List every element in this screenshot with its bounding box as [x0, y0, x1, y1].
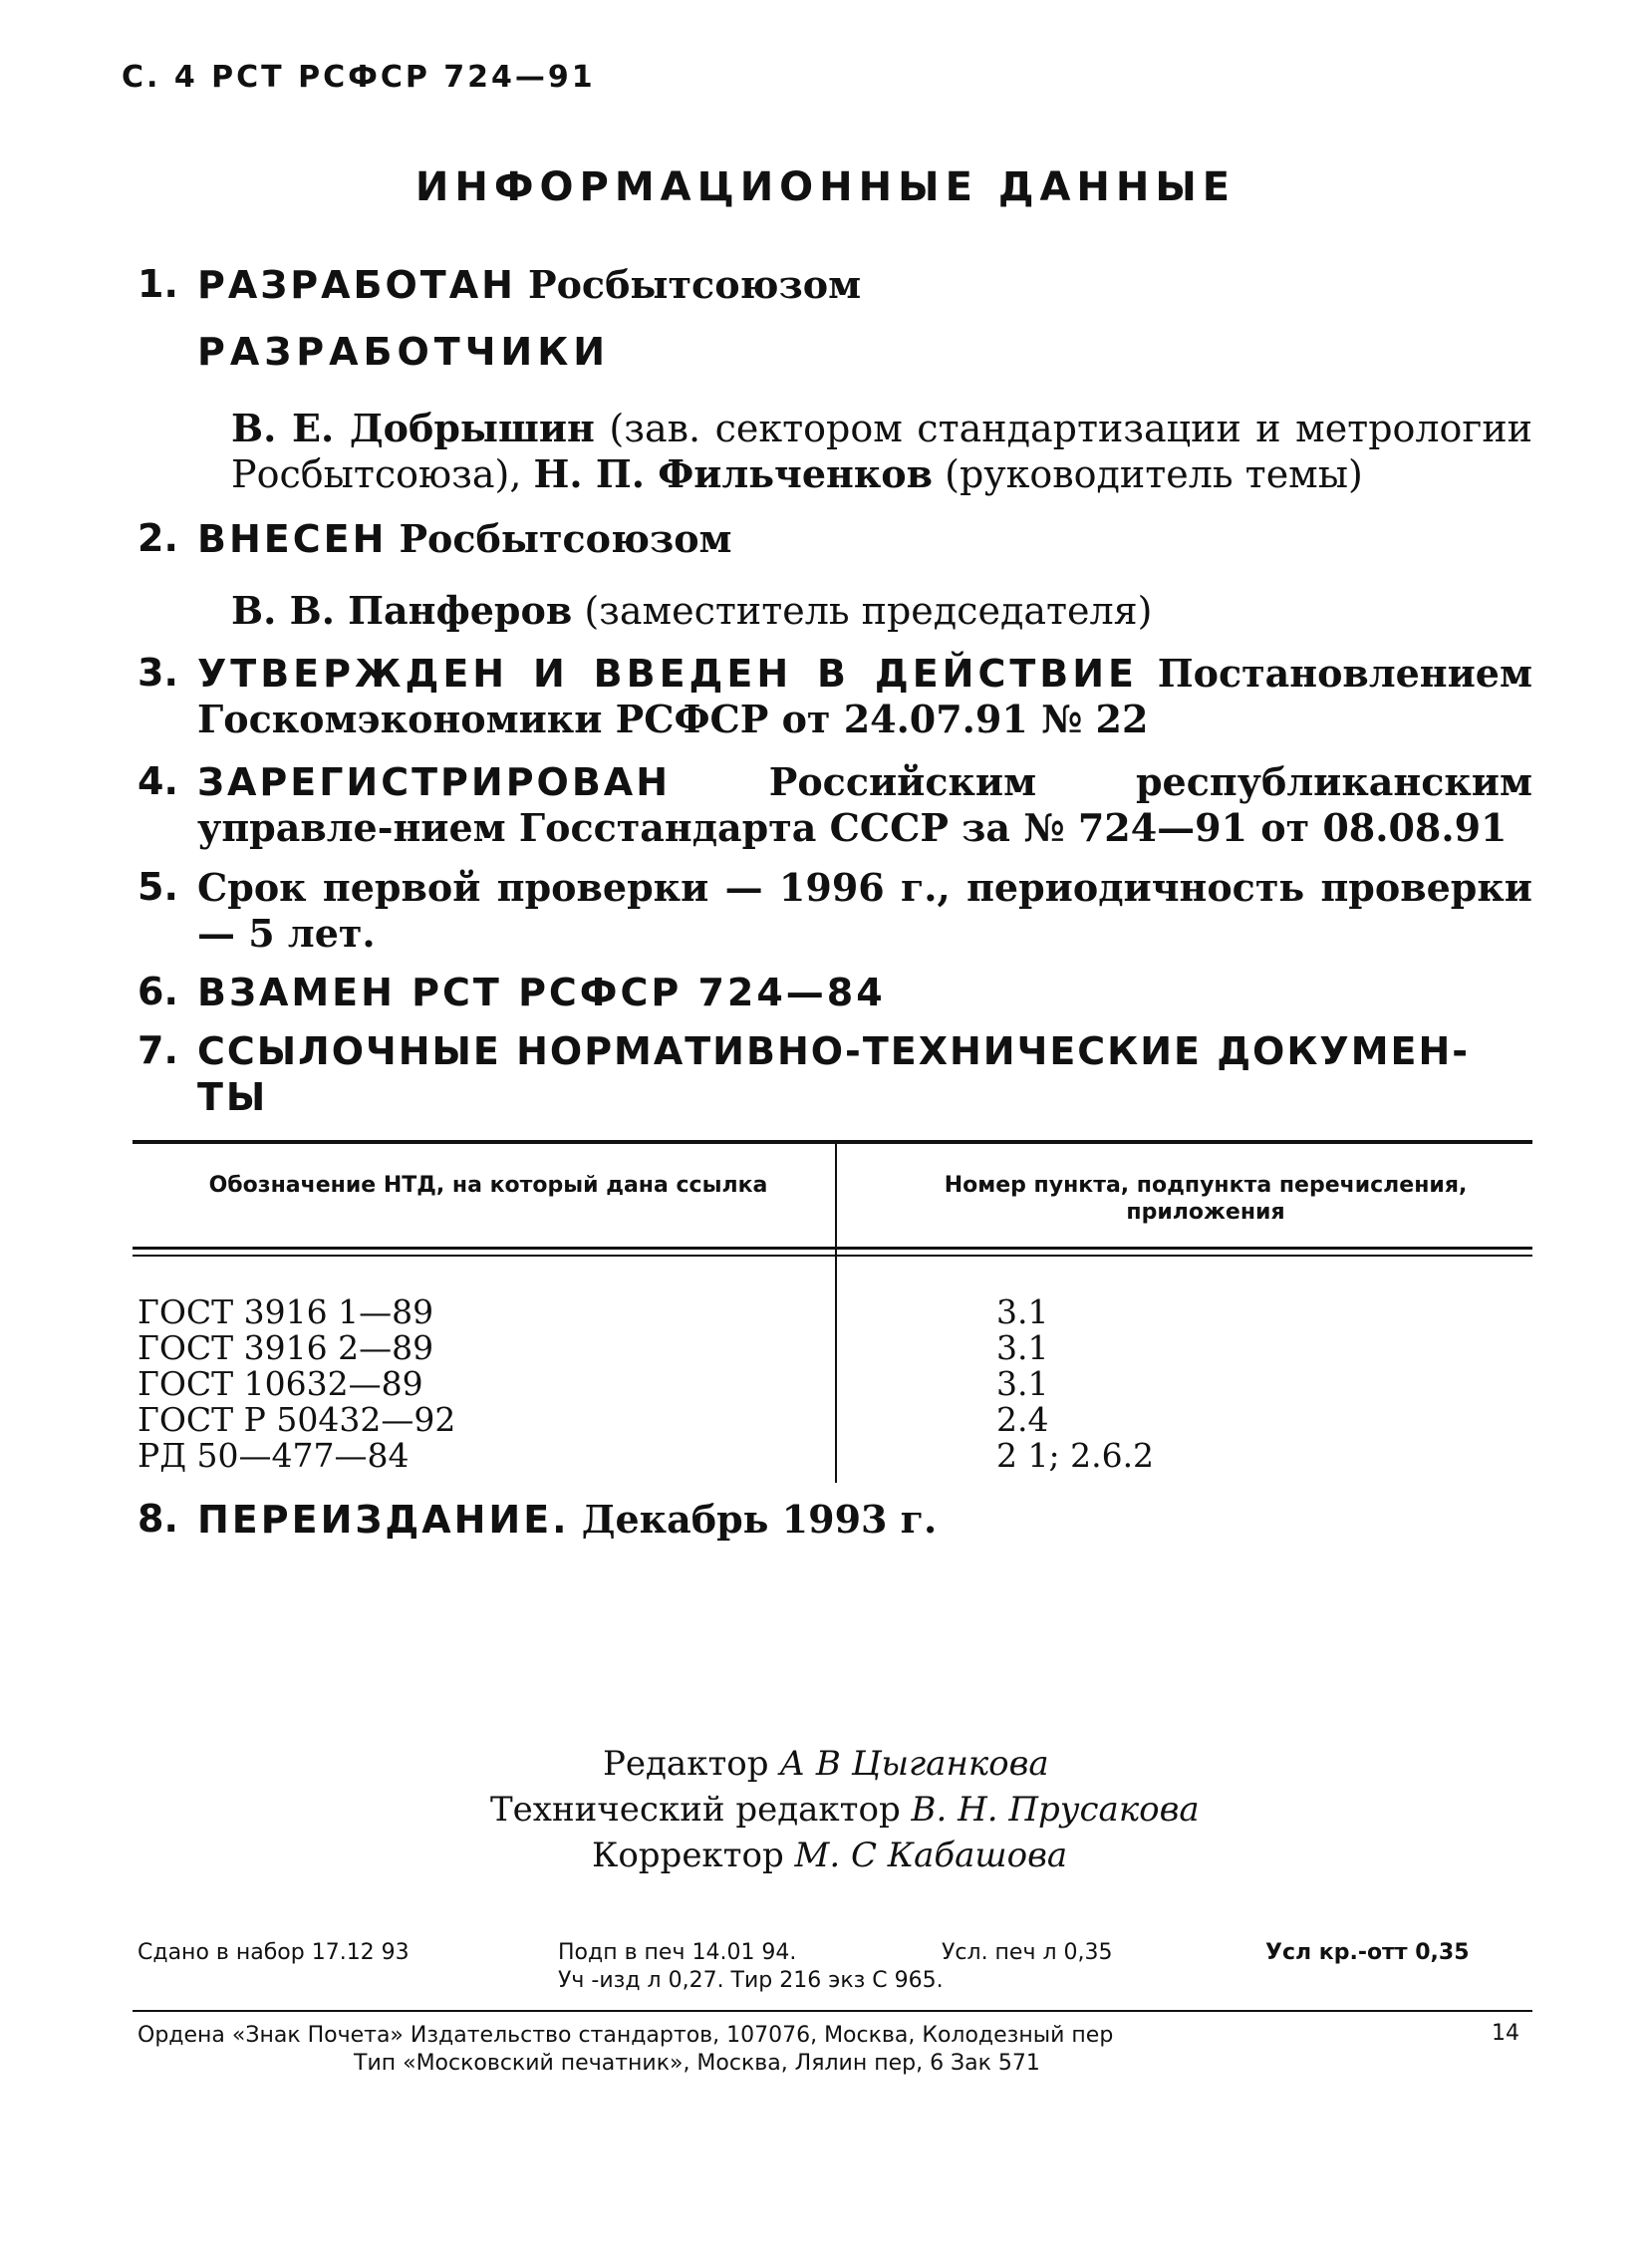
item-8: [197, 1497, 1532, 1543]
item-text: Российским республиканским управле-нием Госстандарта СССР за № 724—91 от 08.08.91: [197, 759, 1532, 850]
imprint-rule: [133, 2010, 1532, 2012]
item-4: [197, 759, 1532, 851]
item-number: 7.: [138, 1028, 178, 1072]
item-text: Росбытсоюзом: [399, 516, 732, 561]
table-cell-clause: 3.1: [996, 1364, 1049, 1403]
imprint-printer: Тип «Московский печатник», Москва, Лялин пер, 6 Зак 571: [354, 2051, 1040, 2076]
item-keyword: ПЕРЕИЗДАНИЕ.: [197, 1498, 570, 1542]
table-cell-designation: ГОСТ 3916 2—89: [138, 1328, 434, 1367]
page-title: ИНФОРМАЦИОННЫЕ ДАННЫЕ: [414, 164, 1237, 210]
developer-name: В. Е. Добрышин: [231, 406, 595, 450]
developers-text: [231, 406, 1532, 497]
credits-editor: [603, 1741, 1049, 1787]
item-7-line2: ТЫ: [197, 1075, 269, 1119]
item-text: Росбытсоюзом: [528, 262, 862, 307]
table-cell-designation: ГОСТ 10632—89: [138, 1364, 423, 1403]
developer-name: Н. П. Фильченков: [533, 451, 934, 496]
item-keyword: ЗАРЕГИСТРИРОВАН: [197, 760, 672, 804]
table-cell-clause: 2.4: [996, 1400, 1049, 1439]
developer-role: (зав. сектором стандартизации и метрологии: [609, 407, 1532, 450]
imprint-circulation: Уч -изд л 0,27. Тир 216 экз С 965.: [558, 1968, 944, 1993]
introducer-text: [231, 588, 1566, 634]
table-cell-designation: ГОСТ 3916 1—89: [138, 1292, 434, 1331]
developer-org: Росбытсоюза),: [231, 452, 522, 496]
imprint-print-runs: Усл кр.-отт 0,35: [1265, 1940, 1470, 1965]
item-keyword: ВНЕСЕН: [197, 517, 388, 561]
item-5: Срок первой проверки — 1996 г., периодичность проверки — 5 лет.: [197, 865, 1532, 956]
table-top-rule: [133, 1140, 1532, 1144]
item-number: 8.: [138, 1497, 178, 1541]
introducer-name: В. В. Панферов: [231, 588, 573, 633]
item-number: 1.: [138, 262, 178, 306]
item-text: Декабрь 1993 г.: [581, 1497, 938, 1542]
table-cell-designation: РД 50—477—84: [138, 1436, 410, 1475]
table-column-divider: [835, 1144, 837, 1483]
item-3: [197, 651, 1532, 742]
table-cell-clause: 3.1: [996, 1328, 1049, 1367]
imprint-publisher: Ордена «Знак Почета» Издательство стандартов, 107076, Москва, Колодезный пер: [138, 2023, 1114, 2048]
developer-role: (руководитель темы): [945, 452, 1363, 496]
item-1: [197, 262, 1532, 308]
imprint-sheets: Усл. печ л 0,35: [942, 1940, 1113, 1965]
item-number: 6.: [138, 970, 178, 1013]
credit-label: Корректор: [592, 1836, 784, 1875]
table-cell-clause: 3.1: [996, 1292, 1049, 1331]
item-2: [197, 516, 1532, 562]
table-header-designation: Обозначение НТД, на который дана ссылка: [208, 1173, 768, 1198]
table-header-clause: Номер пункта, подпункта перечисления, приложения: [944, 1173, 1468, 1225]
credit-name: А В Цыганкова: [779, 1744, 1049, 1784]
item-text: Постановлением Госкомэкономики РСФСР от 24.07.91 № 22: [197, 651, 1532, 741]
item-keyword: РАЗРАБОТАН: [197, 263, 516, 307]
item-number: 4.: [138, 759, 178, 803]
table-cell-designation: ГОСТ Р 50432—92: [138, 1400, 456, 1439]
imprint-typeset: Сдано в набор 17.12 93: [138, 1940, 410, 1965]
item-keyword: УТВЕРЖДЕН И ВВЕДЕН В ДЕЙСТВИЕ: [197, 652, 1138, 696]
table-header-rule: [133, 1255, 1532, 1257]
item-6: ВЗАМЕН РСТ РСФСР 724—84: [197, 971, 886, 1014]
introducer-role: (заместитель председателя): [584, 589, 1153, 633]
credits-corrector: [592, 1833, 1067, 1878]
credits-tech-editor: [490, 1787, 1200, 1833]
credit-label: Редактор: [603, 1744, 769, 1784]
item-number: 5.: [138, 865, 178, 909]
table-cell-clause: 2 1; 2.6.2: [996, 1436, 1155, 1475]
item-7-line1: ССЫЛОЧНЫЕ НОРМАТИВНО-ТЕХНИЧЕСКИЕ ДОКУМЕН-: [197, 1029, 1471, 1073]
page-header: С. 4 РСТ РСФСР 724—91: [122, 60, 596, 95]
credit-label: Технический редактор: [490, 1790, 901, 1830]
credit-name: В. Н. Прусакова: [911, 1790, 1200, 1830]
developers-heading: РАЗРАБОТЧИКИ: [197, 330, 611, 374]
item-number: 2.: [138, 516, 178, 560]
imprint-page-number: 14: [1492, 2021, 1519, 2046]
imprint-signed: Подп в печ 14.01 94.: [558, 1940, 797, 1965]
credit-name: М. С Кабашова: [794, 1836, 1068, 1875]
item-number: 3.: [138, 651, 178, 695]
table-header-rule: [133, 1247, 1532, 1250]
